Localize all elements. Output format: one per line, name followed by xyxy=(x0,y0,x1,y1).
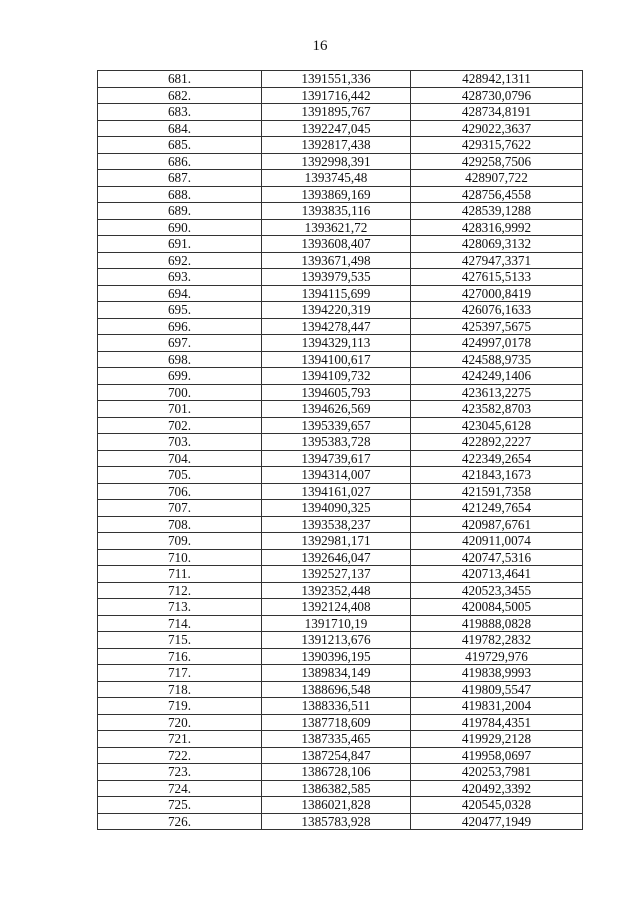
y-coordinate-cell: 426076,1633 xyxy=(411,302,583,319)
point-number-cell: 683. xyxy=(98,104,262,121)
y-coordinate-cell: 420492,3392 xyxy=(411,780,583,797)
x-coordinate-cell: 1392817,438 xyxy=(262,137,411,154)
x-coordinate-cell: 1386728,106 xyxy=(262,764,411,781)
point-number-cell: 704. xyxy=(98,450,262,467)
table-row xyxy=(98,351,583,368)
table-row xyxy=(98,236,583,253)
table-row xyxy=(98,516,583,533)
x-coordinate-cell: 1394100,617 xyxy=(262,351,411,368)
y-coordinate-cell: 419784,4351 xyxy=(411,714,583,731)
y-coordinate-cell: 420911,0074 xyxy=(411,533,583,550)
x-coordinate-cell: 1394109,732 xyxy=(262,368,411,385)
table-row xyxy=(98,648,583,665)
table-row xyxy=(98,434,583,451)
y-coordinate-cell: 422349,2654 xyxy=(411,450,583,467)
point-number-cell: 690. xyxy=(98,219,262,236)
table-row xyxy=(98,384,583,401)
y-coordinate-cell: 419929,2128 xyxy=(411,731,583,748)
y-coordinate-cell: 427000,8419 xyxy=(411,285,583,302)
table-row xyxy=(98,203,583,220)
table-row xyxy=(98,714,583,731)
point-number-cell: 692. xyxy=(98,252,262,269)
x-coordinate-cell: 1393671,498 xyxy=(262,252,411,269)
point-number-cell: 695. xyxy=(98,302,262,319)
point-number-cell: 696. xyxy=(98,318,262,335)
point-number-cell: 702. xyxy=(98,417,262,434)
table-row xyxy=(98,582,583,599)
table-row xyxy=(98,368,583,385)
x-coordinate-cell: 1392352,448 xyxy=(262,582,411,599)
x-coordinate-cell: 1391213,676 xyxy=(262,632,411,649)
point-number-cell: 713. xyxy=(98,599,262,616)
x-coordinate-cell: 1394626,569 xyxy=(262,401,411,418)
y-coordinate-cell: 420253,7981 xyxy=(411,764,583,781)
x-coordinate-cell: 1385783,928 xyxy=(262,813,411,830)
y-coordinate-cell: 427947,3371 xyxy=(411,252,583,269)
y-coordinate-cell: 419838,9993 xyxy=(411,665,583,682)
y-coordinate-cell: 428069,3132 xyxy=(411,236,583,253)
x-coordinate-cell: 1391895,767 xyxy=(262,104,411,121)
point-number-cell: 709. xyxy=(98,533,262,550)
x-coordinate-cell: 1388336,511 xyxy=(262,698,411,715)
x-coordinate-cell: 1391710,19 xyxy=(262,615,411,632)
y-coordinate-cell: 428756,4558 xyxy=(411,186,583,203)
y-coordinate-cell: 424997,0178 xyxy=(411,335,583,352)
x-coordinate-cell: 1393835,116 xyxy=(262,203,411,220)
point-number-cell: 711. xyxy=(98,566,262,583)
table-row xyxy=(98,615,583,632)
table-row xyxy=(98,186,583,203)
x-coordinate-cell: 1394090,325 xyxy=(262,500,411,517)
table-row xyxy=(98,137,583,154)
table-row xyxy=(98,87,583,104)
x-coordinate-cell: 1394220,319 xyxy=(262,302,411,319)
point-number-cell: 685. xyxy=(98,137,262,154)
point-number-cell: 712. xyxy=(98,582,262,599)
x-coordinate-cell: 1387254,847 xyxy=(262,747,411,764)
table-row xyxy=(98,797,583,814)
coordinates-table-body xyxy=(98,71,583,830)
point-number-cell: 699. xyxy=(98,368,262,385)
y-coordinate-cell: 420713,4641 xyxy=(411,566,583,583)
point-number-cell: 701. xyxy=(98,401,262,418)
y-coordinate-cell: 419888,0828 xyxy=(411,615,583,632)
point-number-cell: 723. xyxy=(98,764,262,781)
x-coordinate-cell: 1394329,113 xyxy=(262,335,411,352)
point-number-cell: 693. xyxy=(98,269,262,286)
point-number-cell: 714. xyxy=(98,615,262,632)
x-coordinate-cell: 1395339,657 xyxy=(262,417,411,434)
coordinates-table xyxy=(97,70,583,830)
point-number-cell: 708. xyxy=(98,516,262,533)
table-row xyxy=(98,747,583,764)
table-row xyxy=(98,549,583,566)
y-coordinate-cell: 429315,7622 xyxy=(411,137,583,154)
table-row xyxy=(98,665,583,682)
y-coordinate-cell: 421843,1673 xyxy=(411,467,583,484)
point-number-cell: 688. xyxy=(98,186,262,203)
point-number-cell: 725. xyxy=(98,797,262,814)
table-row xyxy=(98,71,583,88)
table-row xyxy=(98,780,583,797)
y-coordinate-cell: 421249,7654 xyxy=(411,500,583,517)
x-coordinate-cell: 1387718,609 xyxy=(262,714,411,731)
x-coordinate-cell: 1392124,408 xyxy=(262,599,411,616)
x-coordinate-cell: 1393621,72 xyxy=(262,219,411,236)
x-coordinate-cell: 1386021,828 xyxy=(262,797,411,814)
x-coordinate-cell: 1392981,171 xyxy=(262,533,411,550)
point-number-cell: 724. xyxy=(98,780,262,797)
table-row xyxy=(98,302,583,319)
y-coordinate-cell: 420747,5316 xyxy=(411,549,583,566)
x-coordinate-cell: 1393538,237 xyxy=(262,516,411,533)
y-coordinate-cell: 429258,7506 xyxy=(411,153,583,170)
y-coordinate-cell: 420545,0328 xyxy=(411,797,583,814)
table-row xyxy=(98,632,583,649)
y-coordinate-cell: 420477,1949 xyxy=(411,813,583,830)
table-row xyxy=(98,450,583,467)
point-number-cell: 706. xyxy=(98,483,262,500)
table-row xyxy=(98,318,583,335)
point-number-cell: 687. xyxy=(98,170,262,187)
point-number-cell: 697. xyxy=(98,335,262,352)
x-coordinate-cell: 1386382,585 xyxy=(262,780,411,797)
y-coordinate-cell: 423045,6128 xyxy=(411,417,583,434)
table-row xyxy=(98,269,583,286)
point-number-cell: 698. xyxy=(98,351,262,368)
x-coordinate-cell: 1394314,007 xyxy=(262,467,411,484)
y-coordinate-cell: 419782,2832 xyxy=(411,632,583,649)
y-coordinate-cell: 419958,0697 xyxy=(411,747,583,764)
table-row xyxy=(98,120,583,137)
x-coordinate-cell: 1395383,728 xyxy=(262,434,411,451)
point-number-cell: 719. xyxy=(98,698,262,715)
table-row xyxy=(98,731,583,748)
y-coordinate-cell: 423582,8703 xyxy=(411,401,583,418)
y-coordinate-cell: 429022,3637 xyxy=(411,120,583,137)
y-coordinate-cell: 428907,722 xyxy=(411,170,583,187)
x-coordinate-cell: 1392998,391 xyxy=(262,153,411,170)
table-row xyxy=(98,170,583,187)
table-row xyxy=(98,764,583,781)
x-coordinate-cell: 1392646,047 xyxy=(262,549,411,566)
y-coordinate-cell: 428734,8191 xyxy=(411,104,583,121)
x-coordinate-cell: 1393608,407 xyxy=(262,236,411,253)
page-number: 16 xyxy=(312,38,328,54)
table-row xyxy=(98,153,583,170)
point-number-cell: 682. xyxy=(98,87,262,104)
point-number-cell: 681. xyxy=(98,71,262,88)
table-row xyxy=(98,104,583,121)
point-number-cell: 703. xyxy=(98,434,262,451)
x-coordinate-cell: 1391551,336 xyxy=(262,71,411,88)
y-coordinate-cell: 428942,1311 xyxy=(411,71,583,88)
y-coordinate-cell: 419809,5547 xyxy=(411,681,583,698)
table-row xyxy=(98,401,583,418)
x-coordinate-cell: 1387335,465 xyxy=(262,731,411,748)
table-row xyxy=(98,813,583,830)
table-row xyxy=(98,417,583,434)
point-number-cell: 700. xyxy=(98,384,262,401)
point-number-cell: 707. xyxy=(98,500,262,517)
x-coordinate-cell: 1388696,548 xyxy=(262,681,411,698)
point-number-cell: 691. xyxy=(98,236,262,253)
y-coordinate-cell: 423613,2275 xyxy=(411,384,583,401)
y-coordinate-cell: 424249,1406 xyxy=(411,368,583,385)
table-row xyxy=(98,219,583,236)
x-coordinate-cell: 1394161,027 xyxy=(262,483,411,500)
table-row xyxy=(98,698,583,715)
table-row xyxy=(98,285,583,302)
point-number-cell: 717. xyxy=(98,665,262,682)
table-row xyxy=(98,483,583,500)
point-number-cell: 718. xyxy=(98,681,262,698)
y-coordinate-cell: 422892,2227 xyxy=(411,434,583,451)
point-number-cell: 720. xyxy=(98,714,262,731)
x-coordinate-cell: 1390396,195 xyxy=(262,648,411,665)
x-coordinate-cell: 1389834,149 xyxy=(262,665,411,682)
y-coordinate-cell: 419729,976 xyxy=(411,648,583,665)
point-number-cell: 726. xyxy=(98,813,262,830)
x-coordinate-cell: 1392247,045 xyxy=(262,120,411,137)
point-number-cell: 684. xyxy=(98,120,262,137)
point-number-cell: 694. xyxy=(98,285,262,302)
y-coordinate-cell: 421591,7358 xyxy=(411,483,583,500)
x-coordinate-cell: 1393745,48 xyxy=(262,170,411,187)
point-number-cell: 689. xyxy=(98,203,262,220)
point-number-cell: 715. xyxy=(98,632,262,649)
table-row xyxy=(98,335,583,352)
point-number-cell: 710. xyxy=(98,549,262,566)
table-row xyxy=(98,533,583,550)
table-row xyxy=(98,252,583,269)
y-coordinate-cell: 427615,5133 xyxy=(411,269,583,286)
y-coordinate-cell: 424588,9735 xyxy=(411,351,583,368)
point-number-cell: 722. xyxy=(98,747,262,764)
y-coordinate-cell: 428316,9992 xyxy=(411,219,583,236)
point-number-cell: 686. xyxy=(98,153,262,170)
y-coordinate-cell: 420987,6761 xyxy=(411,516,583,533)
table-row xyxy=(98,681,583,698)
x-coordinate-cell: 1394739,617 xyxy=(262,450,411,467)
x-coordinate-cell: 1393979,535 xyxy=(262,269,411,286)
y-coordinate-cell: 420084,5005 xyxy=(411,599,583,616)
y-coordinate-cell: 420523,3455 xyxy=(411,582,583,599)
y-coordinate-cell: 428539,1288 xyxy=(411,203,583,220)
table-row xyxy=(98,467,583,484)
x-coordinate-cell: 1393869,169 xyxy=(262,186,411,203)
x-coordinate-cell: 1392527,137 xyxy=(262,566,411,583)
y-coordinate-cell: 428730,0796 xyxy=(411,87,583,104)
x-coordinate-cell: 1394278,447 xyxy=(262,318,411,335)
point-number-cell: 716. xyxy=(98,648,262,665)
table-row xyxy=(98,566,583,583)
x-coordinate-cell: 1394605,793 xyxy=(262,384,411,401)
table-row xyxy=(98,500,583,517)
table-row xyxy=(98,599,583,616)
point-number-cell: 705. xyxy=(98,467,262,484)
y-coordinate-cell: 425397,5675 xyxy=(411,318,583,335)
y-coordinate-cell: 419831,2004 xyxy=(411,698,583,715)
x-coordinate-cell: 1394115,699 xyxy=(262,285,411,302)
x-coordinate-cell: 1391716,442 xyxy=(262,87,411,104)
point-number-cell: 721. xyxy=(98,731,262,748)
